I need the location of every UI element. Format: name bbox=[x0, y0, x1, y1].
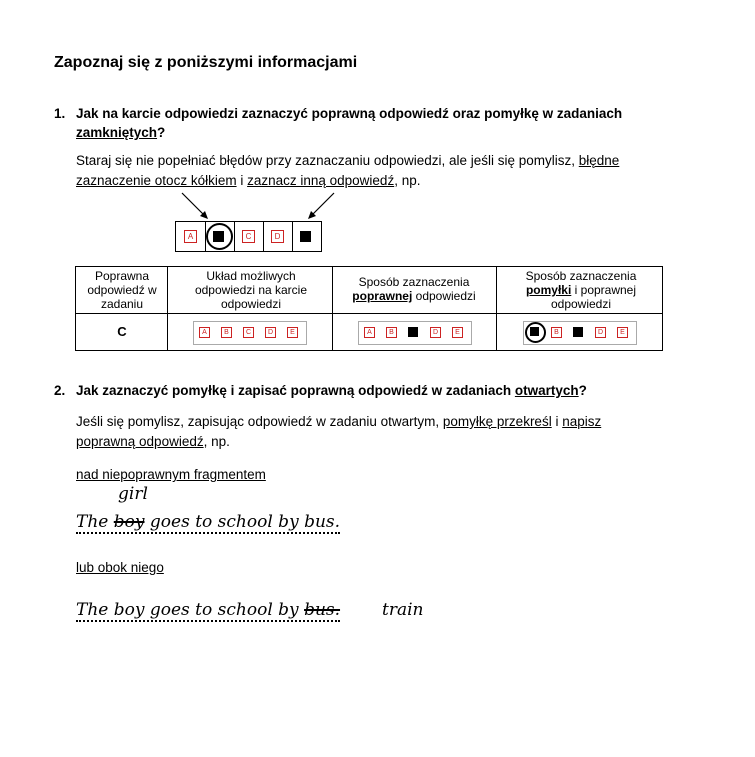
instruction-emphasis: błędne bbox=[578, 153, 620, 168]
option-e: E bbox=[452, 327, 463, 338]
header-text: i poprawnej odpowiedzi bbox=[550, 283, 637, 311]
option-e: E bbox=[617, 327, 628, 338]
header-layout: Układ możliwych odpowiedzi na karcie odpowiedzi bbox=[194, 269, 308, 311]
header-emphasis: pomyłki bbox=[525, 283, 572, 297]
instruction-emphasis: poprawną odpowiedź bbox=[76, 434, 204, 449]
question-1 bbox=[54, 104, 674, 144]
header-text: odpowiedzi bbox=[412, 289, 476, 303]
sentence-text: The bbox=[76, 512, 114, 532]
question-text bbox=[76, 104, 676, 142]
instruction-text: Jeśli się pomylisz, zapisując odpowiedź w zadaniu otwartym, bbox=[76, 414, 443, 429]
option-a: A bbox=[184, 230, 197, 243]
arrow-left-icon bbox=[182, 193, 206, 217]
option-d: D bbox=[430, 327, 441, 338]
header-correct-answer: Poprawna odpowiedź w zadaniu bbox=[87, 269, 157, 311]
question-2 bbox=[54, 381, 694, 401]
instruction-emphasis: pomyłkę przekreśl bbox=[442, 414, 552, 429]
option-c: C bbox=[242, 230, 255, 243]
question-keyword: zamkniętych bbox=[76, 125, 158, 140]
instruction-text: i bbox=[236, 173, 248, 188]
example2-label: lub obok niego bbox=[76, 560, 164, 575]
header-emphasis: poprawnej bbox=[352, 289, 413, 303]
header-text: Sposób zaznaczenia bbox=[358, 275, 470, 289]
instruction-text: , np. bbox=[394, 173, 421, 188]
struck-word: boy bbox=[113, 512, 145, 532]
header-error-marking bbox=[501, 269, 661, 311]
filled-mark-icon bbox=[213, 231, 224, 242]
arrow-right-icon bbox=[310, 193, 334, 217]
instruction-text: Staraj się nie popełniać błędów przy zaznaczaniu odpowiedzi, ale jeśli się pomylisz, bbox=[76, 153, 579, 168]
example1-sentence bbox=[76, 512, 340, 534]
option-d: D bbox=[265, 327, 276, 338]
example-answer-row bbox=[175, 221, 322, 252]
question-number: 2. bbox=[54, 383, 66, 398]
marking-table bbox=[75, 266, 663, 351]
example2-correction: train bbox=[382, 600, 424, 620]
header-correct-marking bbox=[338, 275, 490, 303]
header-text: Sposób zaznaczenia bbox=[525, 269, 637, 283]
struck-word: bus. bbox=[304, 600, 341, 620]
option-b: B bbox=[386, 327, 397, 338]
instruction-text: i bbox=[551, 414, 563, 429]
example1-correction: girl bbox=[118, 484, 148, 504]
instruction-emphasis: zaznaczenie otocz kółkiem bbox=[76, 173, 237, 188]
question-mark: ? bbox=[157, 125, 166, 140]
answer-options-correction bbox=[523, 321, 637, 345]
filled-mark-icon bbox=[300, 231, 311, 242]
option-a: A bbox=[199, 327, 210, 338]
option-d: D bbox=[271, 230, 284, 243]
question-text-line: Jak na karcie odpowiedzi zaznaczyć poprawną odpowiedź oraz pomyłkę w zadaniach bbox=[76, 106, 623, 121]
question-text-line: Jak zaznaczyć pomyłkę i zapisać poprawną odpowiedź w zadaniach bbox=[76, 383, 515, 398]
option-b: B bbox=[551, 327, 562, 338]
question-keyword: otwartych bbox=[514, 383, 579, 398]
answer-options-correct bbox=[358, 321, 472, 345]
example2-sentence bbox=[76, 600, 340, 622]
answer-options-blank bbox=[193, 321, 307, 345]
q1-instructions bbox=[76, 151, 676, 191]
option-c: C bbox=[243, 327, 254, 338]
instruction-emphasis: zaznacz inną odpowiedź bbox=[247, 173, 395, 188]
filled-mark-icon bbox=[530, 327, 539, 336]
correct-answer-value: C bbox=[117, 324, 127, 339]
question-text bbox=[76, 381, 696, 400]
question-mark: ? bbox=[578, 383, 587, 398]
page-heading: Zapoznaj się z poniższymi informacjami bbox=[54, 54, 358, 71]
option-a: A bbox=[364, 327, 375, 338]
instruction-text: , np. bbox=[203, 434, 230, 449]
option-e: E bbox=[287, 327, 298, 338]
filled-mark-icon bbox=[573, 327, 583, 337]
sentence-text: goes to school by bus. bbox=[144, 512, 341, 532]
q2-instructions bbox=[76, 412, 676, 452]
option-b: B bbox=[221, 327, 232, 338]
example1-label: nad niepoprawnym fragmentem bbox=[76, 467, 266, 482]
instruction-emphasis: napisz bbox=[562, 414, 602, 429]
question-number: 1. bbox=[54, 106, 66, 121]
filled-mark-icon bbox=[408, 327, 418, 337]
sentence-text: The boy goes to school by bbox=[76, 600, 305, 620]
option-d: D bbox=[595, 327, 606, 338]
